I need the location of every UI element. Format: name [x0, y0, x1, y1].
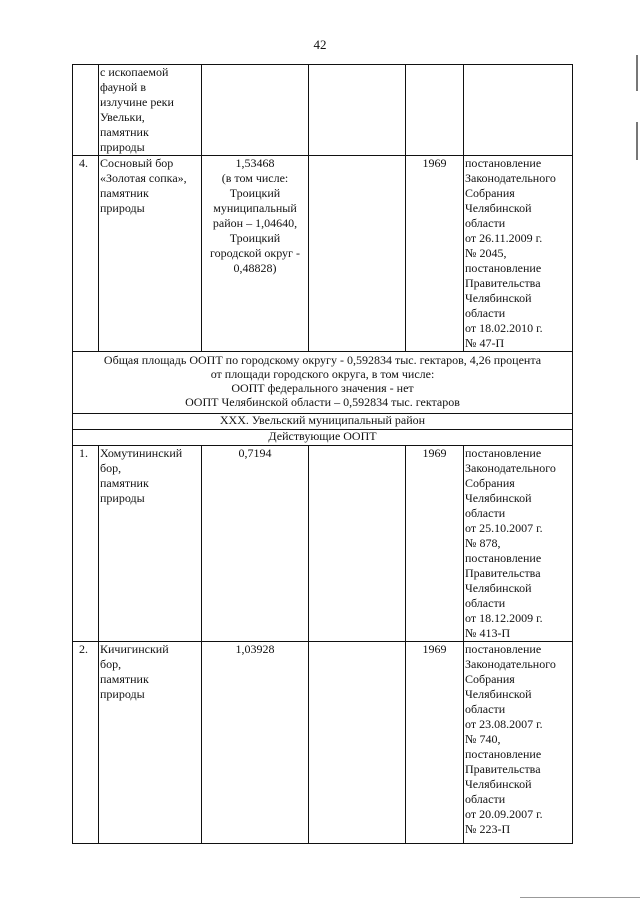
empty-cell [309, 65, 406, 156]
legal-basis: постановление Законодательного Собрания Челябинской области от 23.08.2007 г. № 740, постановление Правительства Челябинской области от 20.09.2007 г. № 223-П [464, 642, 573, 844]
area-name: Сосновый бор «Золотая сопка», памятник природы [99, 156, 202, 352]
row-number: 1. [73, 446, 99, 642]
summary-row [73, 352, 573, 414]
scan-edge-mark [636, 55, 638, 91]
page-number: 42 [313, 37, 327, 52]
legal-basis [464, 65, 573, 156]
scan-bottom-mark [520, 897, 640, 898]
legal-basis: постановление Законодательного Собрания Челябинской области от 26.11.2009 г. № 2045, постановление Правительства Челябинской области от 18.02.2010 г. № 47-П [464, 156, 573, 352]
section-subtitle-row [73, 430, 573, 446]
empty-cell [309, 642, 406, 844]
section-subtitle: Действующие ООПТ [73, 430, 573, 446]
table-row [73, 642, 573, 844]
section-title-row [73, 414, 573, 430]
year-established [406, 65, 464, 156]
empty-cell [309, 156, 406, 352]
table-row [73, 65, 573, 156]
area-size [202, 65, 309, 156]
row-number: 4. [73, 156, 99, 352]
section-title: XXX. Увельский муниципальный район [73, 414, 573, 430]
row-number: 2. [73, 642, 99, 844]
protected-areas-table [72, 64, 573, 844]
scan-edge-mark [636, 122, 638, 160]
area-name: Хомутининский бор, памятник природы [99, 446, 202, 642]
year-established: 1969 [406, 446, 464, 642]
summary-text: Общая площадь ООПТ по городскому округу - 0,592834 тыс. гектаров, 4,26 процента от площади городского округа, в том числе: ООПТ федерального значения - нет ООПТ Челябинской области – 0,592834 тыс. гектаров [73, 352, 573, 414]
area-name: Кичигинский бор, памятник природы [99, 642, 202, 844]
area-name: с ископаемой фауной в излучине реки Увельки, памятник природы [99, 65, 202, 156]
table-row [73, 446, 573, 642]
empty-cell [309, 446, 406, 642]
year-established: 1969 [406, 156, 464, 352]
area-size: 1,03928 [202, 642, 309, 844]
legal-basis: постановление Законодательного Собрания Челябинской области от 25.10.2007 г. № 878, постановление Правительства Челябинской области от 18.12.2009 г. № 413-П [464, 446, 573, 642]
year-established: 1969 [406, 642, 464, 844]
area-size: 0,7194 [202, 446, 309, 642]
row-number [73, 65, 99, 156]
area-size: 1,53468 (в том числе: Троицкий муниципальный район – 1,04640, Троицкий городской округ - 0,48828) [202, 156, 309, 352]
table-row [73, 156, 573, 352]
